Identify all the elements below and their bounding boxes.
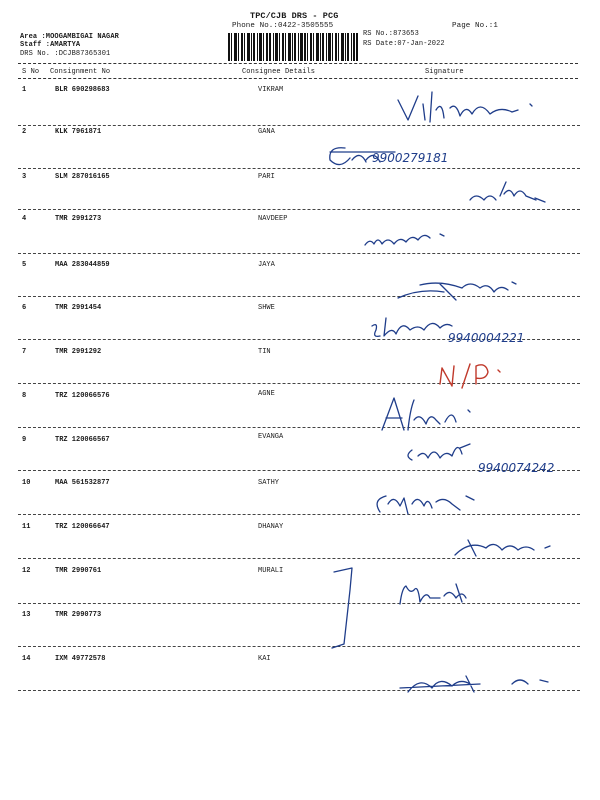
row-consignment: TRZ 120066647 xyxy=(55,523,110,531)
signature-11 xyxy=(455,540,550,556)
drs-number: DRS No. :DCJB87365301 xyxy=(20,50,111,58)
row-consignee: DHANAY xyxy=(258,523,284,531)
staff-label: Staff :AMARTYA xyxy=(20,41,81,49)
row-consignee: MURALI xyxy=(258,567,284,575)
row-consignment: TRZ 120066576 xyxy=(55,392,110,400)
row-sno: 14 xyxy=(22,655,31,663)
row-sno: 4 xyxy=(22,215,27,223)
row-sno: 2 xyxy=(22,128,27,136)
row-consignment: TMR 2990773 xyxy=(55,611,102,619)
row-consignee: AGNE xyxy=(258,390,275,398)
signature-bracket xyxy=(332,568,352,648)
col-header-consignee: Consignee Details xyxy=(242,68,316,76)
col-header-sno: S No xyxy=(22,68,40,76)
signature-7 xyxy=(440,364,500,388)
row-sno: 11 xyxy=(22,523,31,531)
row-sno: 8 xyxy=(22,392,27,400)
row-sno: 1 xyxy=(22,86,27,94)
row-consignment: TMR 2991454 xyxy=(55,304,102,312)
row-sno: 7 xyxy=(22,348,27,356)
signature-3 xyxy=(470,182,545,202)
signature-2-number: 9900279181 xyxy=(372,151,449,165)
col-header-consignment: Consignment No xyxy=(50,68,111,76)
row-sno: 9 xyxy=(22,436,27,444)
row-consignee: KAI xyxy=(258,655,271,663)
row-consignment: MAA 561532877 xyxy=(55,479,110,487)
row-sno: 13 xyxy=(22,611,31,619)
row-consignment: TMR 2990761 xyxy=(55,567,102,575)
signature-14 xyxy=(400,676,548,692)
row-consignment: TMR 2991273 xyxy=(55,215,102,223)
signature-4 xyxy=(365,234,444,245)
signature-9-number: 9940074242 xyxy=(478,461,555,475)
row-consignee: SHWE xyxy=(258,304,275,312)
row-sno: 5 xyxy=(22,261,27,269)
page-number: Page No.:1 xyxy=(452,22,499,30)
row-sno: 3 xyxy=(22,173,27,181)
col-header-signature: Signature xyxy=(425,68,464,76)
row-consignment: TRZ 120066567 xyxy=(55,436,110,444)
signature-9 xyxy=(408,444,470,460)
row-consignee: SATHY xyxy=(258,479,280,487)
row-consignment: TMR 2991292 xyxy=(55,348,102,356)
phone-number: Phone No.:0422-3505555 xyxy=(232,22,334,30)
row-consignee: GANA xyxy=(258,128,275,136)
signature-6-number: 9940004221 xyxy=(448,331,525,345)
sheet-title: TPC/CJB DRS - PCG xyxy=(250,11,339,21)
row-consignee: TIN xyxy=(258,348,271,356)
row-sno: 12 xyxy=(22,567,31,575)
row-consignee: NAVDEEP xyxy=(258,215,288,223)
row-consignment: MAA 283044859 xyxy=(55,261,110,269)
row-consignment: BLR 690298683 xyxy=(55,86,110,94)
signature-8 xyxy=(382,398,470,430)
signature-10 xyxy=(377,496,474,514)
signature-1 xyxy=(398,92,532,122)
rs-number: RS No.:873653 xyxy=(363,30,419,38)
row-consignee: JAYA xyxy=(258,261,275,269)
signature-6 xyxy=(372,318,452,336)
row-sno: 10 xyxy=(22,479,31,487)
signature-12 xyxy=(400,584,466,604)
row-consignee: VIKRAM xyxy=(258,86,284,94)
row-consignee: EVANGA xyxy=(258,433,284,441)
row-consignment: KLK 7961871 xyxy=(55,128,102,136)
row-consignment: SLM 287016165 xyxy=(55,173,110,181)
row-consignee: PARI xyxy=(258,173,275,181)
area-label: Area :MOOGAMBIGAI NAGAR xyxy=(20,33,119,41)
rs-date: RS Date:07-Jan-2022 xyxy=(363,40,445,48)
signature-5 xyxy=(398,282,516,300)
row-consignment: IXM 49772578 xyxy=(55,655,106,663)
row-sno: 6 xyxy=(22,304,27,312)
